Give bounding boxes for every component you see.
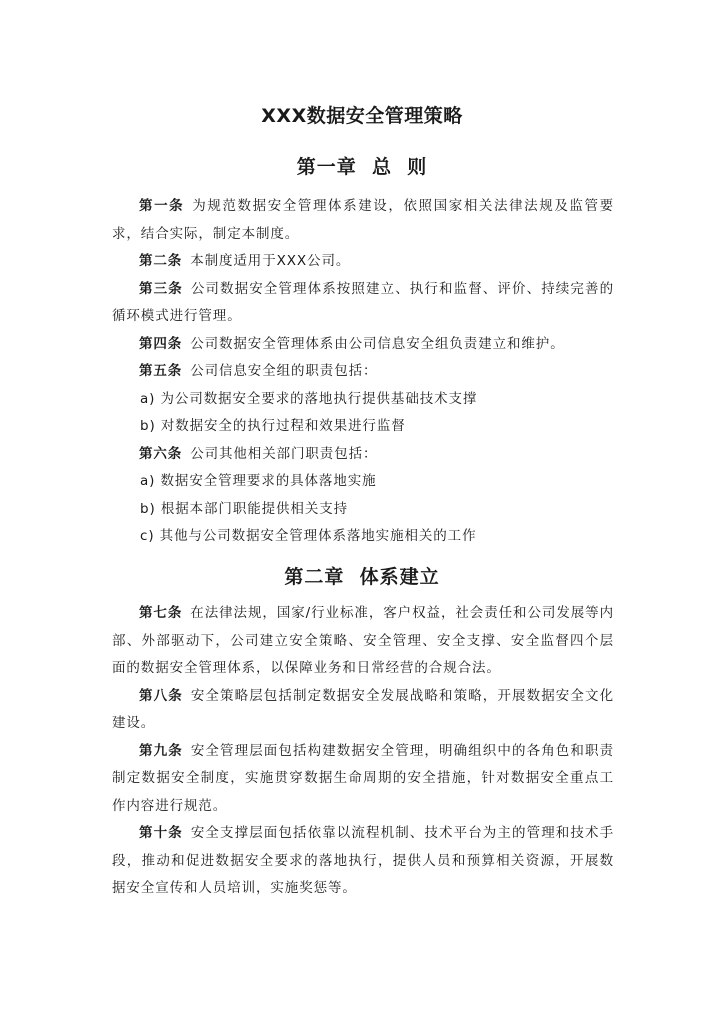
article-4 [112, 331, 614, 359]
article-label: 第八条 [139, 687, 183, 704]
article-text: 本制度适用于XXX公司。 [190, 253, 351, 269]
article-label: 第九条 [139, 742, 183, 759]
chapter-1-heading: 第一章 总 则 [296, 156, 428, 178]
article-6 [112, 441, 614, 469]
article-2 [112, 248, 614, 276]
article-3 [112, 276, 614, 331]
chapter-2-heading: 第二章 体系建立 [284, 566, 440, 588]
article-label: 第五条 [139, 363, 183, 379]
list-item: c) 其他与公司数据安全管理体系落地实施相关的工作 [140, 528, 477, 544]
article-text: 安全支撑层面包括依靠以流程机制、技术平台为主的管理和技术手段，推动和促进数据安全要求的落地执行，提供人员和预算相关资源，开展数据安全宣传和人员培训，实施奖惩等。 [112, 825, 615, 896]
chapter-2-body [112, 600, 614, 903]
article-text: 公司数据安全管理体系由公司信息安全组负责建立和维护。 [190, 335, 565, 352]
article-1 [112, 193, 614, 248]
list-item: a) 数据安全管理要求的具体落地实施 [140, 473, 377, 489]
article-text: 公司信息安全组的职责包括： [190, 363, 378, 379]
chapter-1-body [112, 193, 614, 551]
article-label: 第六条 [139, 445, 183, 462]
article-text: 安全管理层面包括构建数据安全管理，明确组织中的各角色和职责制定数据安全制度，实施贯穿数据生命周期的安全措施，针对数据安全重点工作内容进行规范。 [112, 742, 615, 814]
article-label: 第四条 [139, 335, 183, 352]
article-8 [112, 683, 614, 738]
article-10 [112, 820, 614, 903]
article-label: 第七条 [139, 605, 183, 621]
list-item: b) 根据本部门职能提供相关支持 [140, 500, 349, 517]
article-text: 公司其他相关部门职责包括： [190, 445, 378, 462]
article-label: 第十条 [139, 825, 183, 841]
article-text: 为规范数据安全管理体系建设，依照国家相关法律法规及监管要求，结合实际，制定本制度。 [112, 198, 614, 242]
article-text: 安全策略层包括制定数据安全发展战略和策略，开展数据安全文化建设。 [112, 687, 615, 731]
document-title: XXX数据安全管理策略 [261, 105, 463, 127]
list-item: a) 为公司数据安全要求的落地执行提供基础技术支撑 [140, 390, 478, 407]
article-text: 公司数据安全管理体系按照建立、执行和监督、评价、持续完善的循环模式进行管理。 [112, 280, 615, 324]
article-label: 第三条 [139, 280, 183, 297]
article-5 [112, 358, 614, 386]
article-9 [112, 738, 614, 821]
article-label: 第二条 [139, 253, 183, 269]
article-text: 在法律法规，国家/行业标准，客户权益，社会责任和公司发展等内部、外部驱动下，公司建立安全策略、安全管理、安全支撑、安全监督四个层面的数据安全管理体系，以保障业务和日常经营的合规合法。 [112, 605, 614, 676]
article-7 [112, 600, 614, 683]
list-item: b) 对数据安全的执行过程和效果进行监督 [140, 418, 406, 434]
article-label: 第一条 [139, 198, 185, 214]
